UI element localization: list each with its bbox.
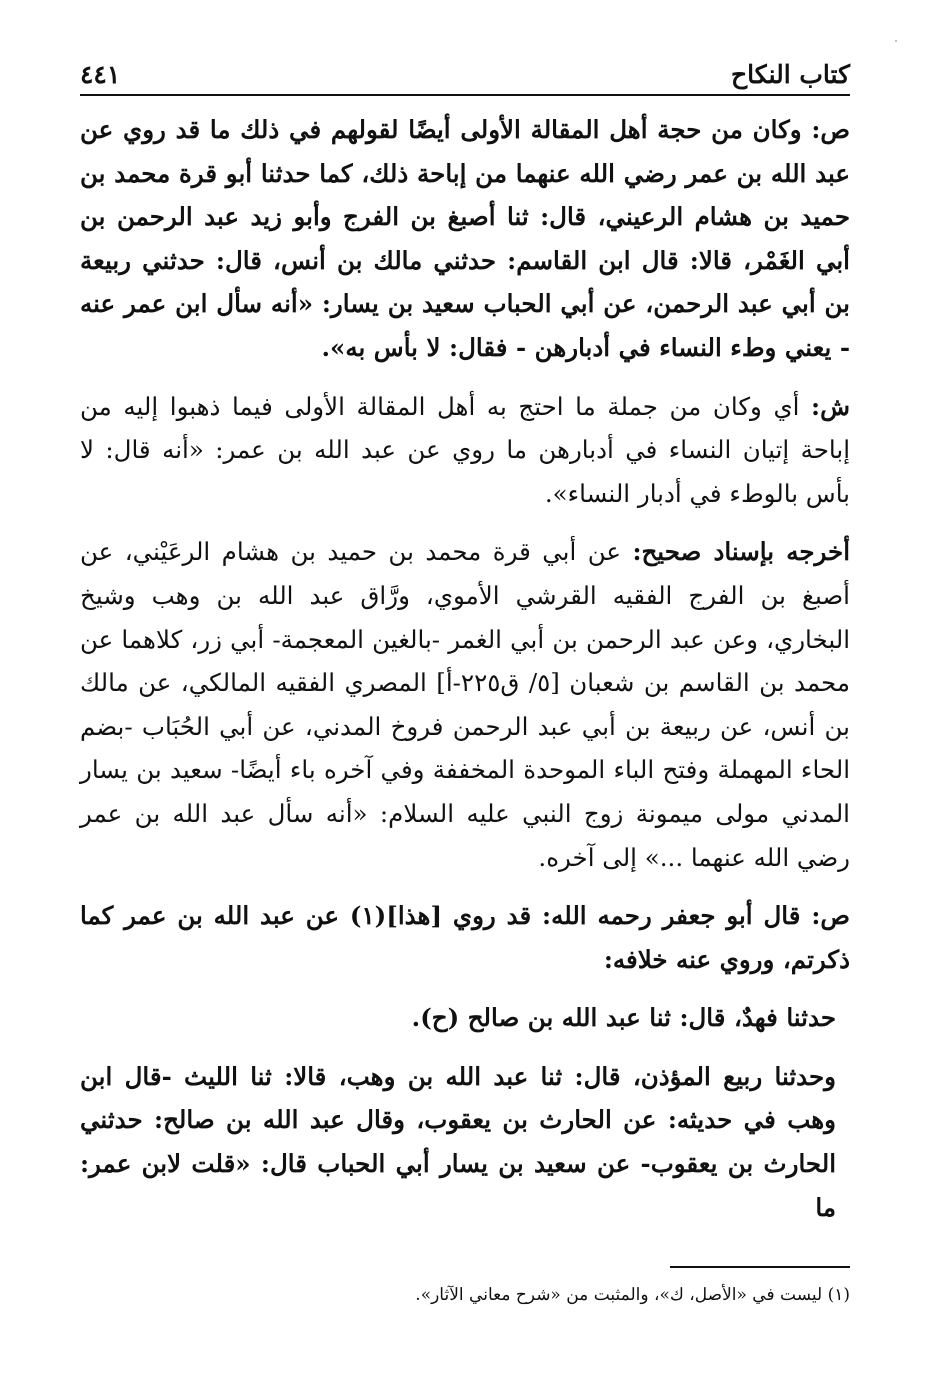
paragraph-label: أخرجه بإسناد صحيح:	[632, 537, 850, 567]
document-page	[80, 60, 850, 1340]
paragraph-text: عن أبي قرة محمد بن حميد بن هشام الرعَيْني، عن أصبغ بن الفرج الفقيه القرشي الأموي، ورَّاق عبد الله بن وهب وشيخ البخاري، وعن عبد الرحمن بن أبي الغمر -بالغين المعجمة- أبي زر، كلاهما عن محمد بن القاسم بن شعبان [٥/ ق٢٢٥-أ] المصري الفقيه المالكي، عن مالك بن أنس، عن ربيعة بن أبي عبد الرحمن فروخ المدني، عن أبي الحُبَاب -بضم الحاء المهملة وفتح الباء الموحدة المخففة وفي آخره باء أيضًا- سعيد بن يسار المدني مولى ميمونة زوج النبي عليه السلام: «أنه سأل عبد الله بن عمر رضي الله عنهما ...» إلى آخره.	[80, 537, 850, 872]
paragraph-label: ش:	[811, 391, 850, 421]
paragraph-text: وحدثنا ربيع المؤذن، قال: ثنا عبد الله بن وهب، قالا: ثنا الليث -قال ابن وهب في حديثه: عن الحارث بن يعقوب، وقال عبد الله بن صالح: حدثني الحارث بن يعقوب- عن سعيد بن يسار أبي الحباب قال: «قلت لابن عمر: ما	[80, 1061, 836, 1222]
page-body	[80, 108, 850, 1229]
paragraph-sharh-1	[80, 385, 850, 516]
paragraph-text: وكان من حجة أهل المقالة الأولى أيضًا لقولهم في ذلك ما قد روي عن عبد الله بن عمر رضي الله عنهما من إباحة ذلك، كما حدثنا أبو قرة محمد بن حميد بن هشام الرعيني، قال: ثنا أصبغ بن الفرج وأبو زيد عبد الرحمن بن أبي الغَمْر، قالا: قال ابن القاسم: حدثني مالك بن أنس، قال: حدثني ربيعة بن أبي عبد الرحمن، عن أبي الحباب سعيد بن يسار: «أنه سأل ابن عمر عنه - يعني وطء النساء في أدبارهن - فقال: لا بأس به».	[80, 115, 850, 362]
footnote-separator	[670, 1266, 850, 1268]
running-title: كتاب النكاح	[731, 60, 850, 89]
paragraph-text: أي وكان من جملة ما احتج به أهل المقالة الأولى فيما ذهبوا إليه من إباحة إتيان النساء في أدبارهن ما روي عن عبد الله بن عمر: «أنه قال: لا بأس بالوطء في أدبار النساء».	[80, 391, 850, 508]
paragraph-isnad-2	[80, 1055, 850, 1229]
footnote: (١) ليست في «الأصل، ك»، والمثبت من «شرح معاني الآثار».	[415, 1285, 850, 1305]
paragraph-matn-1	[80, 108, 850, 370]
paragraph-isnad-1	[80, 996, 850, 1040]
paragraph-takhrij	[80, 530, 850, 879]
page-number: ٤٤١	[80, 60, 121, 89]
paragraph-text: قال أبو جعفر رحمه الله: قد روي [هذا](١) عن عبد الله بن عمر كما ذكرتم، وروي عنه خلافه:	[80, 901, 850, 974]
paragraph-label: ص:	[811, 901, 851, 931]
paragraph-label: ص:	[811, 115, 850, 144]
margin-dot	[895, 40, 897, 42]
page-header	[80, 60, 850, 96]
paragraph-text: حدثنا فهدٌ، قال: ثنا عبد الله بن صالح (ح).	[411, 1003, 836, 1033]
paragraph-matn-2	[80, 894, 850, 981]
